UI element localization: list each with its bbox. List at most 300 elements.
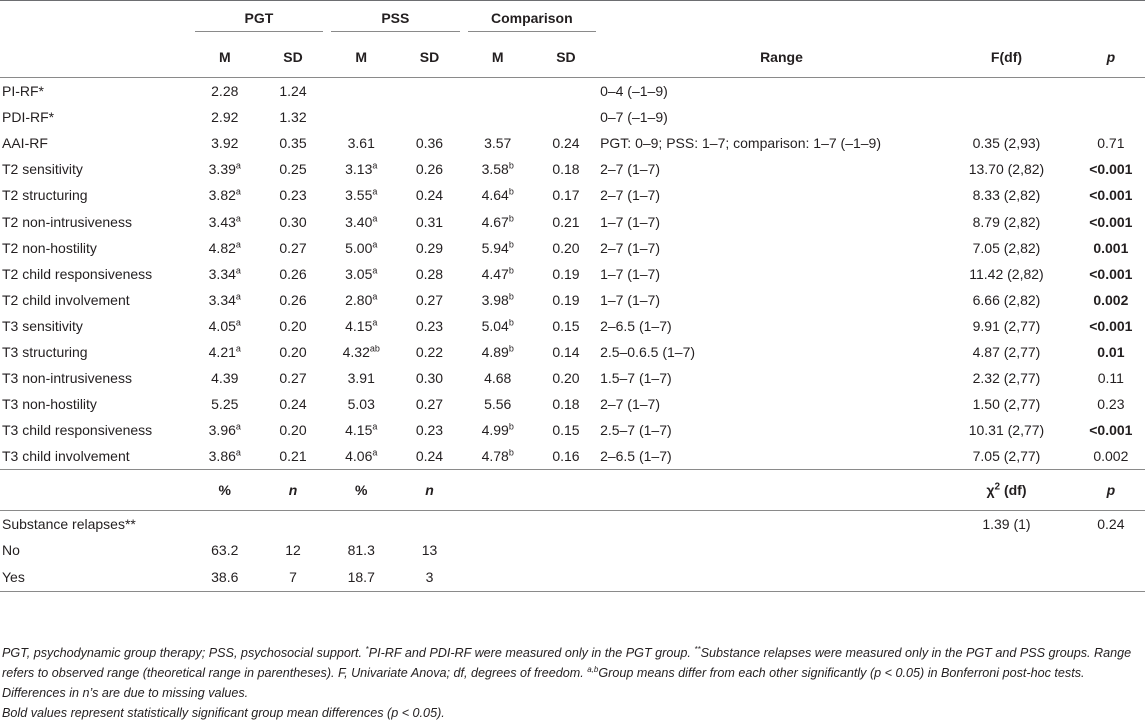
table-row: [0, 208, 1145, 234]
pgt-sd-value: 0.35: [279, 135, 307, 152]
range-value-value: 1.5–7 (1–7): [600, 370, 672, 387]
row-label-value: PI-RF*: [2, 83, 44, 100]
pss-mean: [327, 261, 395, 287]
comparison-sd-value: 0.15: [552, 422, 580, 439]
pgt-mean: [191, 339, 259, 365]
relapse-no-label: [0, 537, 191, 563]
row-label: [0, 391, 191, 417]
row-label-value: T2 sensitivity: [2, 161, 83, 178]
table-row: [0, 182, 1145, 208]
pss-mean-value: 4.32: [342, 343, 370, 360]
pss-n-value: 3: [425, 569, 434, 586]
pgt-sd-value: 0.24: [279, 396, 307, 413]
pss-sd-value: 0.24: [415, 187, 444, 204]
comparison-sd: [532, 208, 600, 234]
pgt-sd: [259, 261, 327, 287]
row-label-value: T3 child involvement: [2, 448, 130, 465]
p-value: [1077, 261, 1145, 287]
p-value-value: <0.001: [1089, 422, 1133, 439]
range-value-value: 2.5–7 (1–7): [600, 422, 672, 439]
f-df-value: [936, 104, 1076, 130]
comparison-mean-value: 3.98: [481, 291, 509, 308]
pss-sd: [395, 261, 463, 287]
comparison-sd: [532, 104, 600, 130]
pgt-sd-value: 1.32: [279, 109, 307, 126]
comparison-mean-superscript: b: [508, 265, 514, 276]
substance-header-row: [0, 470, 1145, 511]
footnote-paragraph: PGT, psychodynamic group therapy; PSS, psychosocial support. *PI-RF and PDI-RF were measured only in the PGT group. **Substance relapses were measured only in the PGT and PSS groups. Range refers to observed range (theoretical range in parentheses). F, Univariate Anova; df, degrees of freedom. $^{a,b}$Group means differ from each other significantly (p < 0.05) in Bonferroni post-hoc tests. Differences in n’s are due to missing values.: [2, 644, 1132, 700]
pss-percent: [327, 563, 395, 592]
p-value-value: 0.71: [1097, 135, 1125, 152]
header-pgt-n-value: n: [288, 482, 298, 499]
pgt-sd: [259, 391, 327, 417]
range-value-value: 2–6.5 (1–7): [600, 317, 672, 334]
f-df-value: [936, 443, 1076, 470]
f-df-value: [936, 130, 1076, 156]
pgt-mean: [191, 156, 259, 182]
pss-mean: [327, 391, 395, 417]
pss-mean-superscript: a: [372, 212, 378, 223]
row-label-value: T2 child responsiveness: [2, 265, 153, 282]
pss-mean-value: 2.80: [345, 291, 373, 308]
f-df-value: [936, 391, 1076, 417]
pss-n: [395, 563, 463, 592]
comparison-sd: [532, 156, 600, 182]
sub-header-row: [0, 37, 1145, 78]
group-header-pss: PSS: [331, 10, 459, 32]
header-chi-p: [1077, 470, 1145, 511]
pgt-mean-superscript: a: [235, 343, 241, 354]
pss-mean-superscript: a: [372, 238, 378, 249]
pgt-mean-superscript: a: [235, 317, 241, 328]
pss-mean-value: 3.61: [347, 135, 375, 152]
f-df-value-value: 6.66 (2,82): [972, 291, 1041, 308]
row-label-value: T2 child involvement: [2, 291, 130, 308]
header-chi-p-value: p: [1106, 482, 1116, 499]
row-label: [0, 417, 191, 443]
range-value-value: 2–7 (1–7): [600, 187, 660, 204]
table-row: [0, 365, 1145, 391]
f-df-value: [936, 339, 1076, 365]
pss-mean: [327, 182, 395, 208]
pgt-mean: [191, 261, 259, 287]
pgt-mean-value: 3.96: [208, 422, 236, 439]
p-value: [1077, 78, 1145, 105]
pgt-mean-value: 4.21: [208, 343, 236, 360]
pss-mean-value: 3.05: [345, 265, 373, 282]
comparison-mean: [464, 104, 532, 130]
p-value-value: <0.001: [1089, 317, 1133, 334]
header-pss-percent: [327, 470, 395, 511]
p-value-value: <0.001: [1089, 213, 1133, 230]
comparison-mean-superscript: b: [508, 186, 514, 197]
pss-sd: [395, 339, 463, 365]
pgt-sd-value: 0.20: [279, 422, 307, 439]
group-header-row: [0, 1, 1145, 37]
pgt-sd: [259, 156, 327, 182]
pss-mean: [327, 443, 395, 470]
range-value: [600, 130, 936, 156]
pss-mean: [327, 235, 395, 261]
pss-mean-superscript: a: [372, 421, 378, 432]
pgt-sd: [259, 235, 327, 261]
pgt-sd-value: 0.23: [279, 187, 307, 204]
comparison-sd: [532, 182, 600, 208]
comparison-mean-value: 5.04: [481, 317, 509, 334]
header-pgt-percent-value: %: [218, 482, 231, 499]
p-value: [1077, 182, 1145, 208]
pgt-mean-value: 2.92: [211, 109, 239, 126]
f-df-value-value: 7.05 (2,77): [972, 448, 1041, 465]
f-df-value-value: 4.87 (2,77): [972, 343, 1041, 360]
pss-sd-value: 0.23: [415, 422, 444, 439]
f-df-value-value: 11.42 (2,82): [969, 265, 1044, 282]
pgt-percent-value: 38.6: [211, 569, 239, 586]
f-df-value: [936, 313, 1076, 339]
row-label-value: AAI-RF: [2, 135, 48, 152]
row-label-value: PDI-RF*: [2, 109, 55, 126]
pss-sd: [395, 365, 463, 391]
table-row: [0, 511, 1145, 538]
pss-sd: [395, 313, 463, 339]
comparison-sd-value: 0.16: [552, 448, 580, 465]
pgt-percent: [191, 563, 259, 592]
header-pss-n: [395, 470, 463, 511]
table-row: [0, 104, 1145, 130]
pgt-mean: [191, 130, 259, 156]
comparison-sd-value: 0.19: [552, 265, 580, 282]
comparison-mean-value: 5.94: [481, 239, 509, 256]
table-row: [0, 339, 1145, 365]
range-value: [600, 365, 936, 391]
pgt-mean-value: 4.82: [208, 239, 236, 256]
comparison-sd: [532, 339, 600, 365]
header-fdf: F(df): [936, 37, 1076, 78]
range-value-value: 1–7 (1–7): [600, 213, 660, 230]
p-value-value: <0.001: [1089, 187, 1133, 204]
bold-values-note: Bold values represent statistically significant group mean differences (p < 0.05).: [2, 706, 445, 720]
pss-mean-superscript: a: [372, 186, 378, 197]
pss-sd-value: 0.23: [415, 317, 444, 334]
pgt-mean-superscript: a: [235, 421, 241, 432]
p-value-value: <0.001: [1089, 161, 1133, 178]
pss-mean-superscript: a: [372, 160, 378, 171]
comparison-mean: [464, 261, 532, 287]
pss-sd: [395, 182, 463, 208]
f-df-value: [936, 208, 1076, 234]
f-df-value-value: 0.35 (2,93): [972, 135, 1041, 152]
f-df-value: [936, 78, 1076, 105]
pgt-mean-superscript: a: [235, 160, 241, 171]
comparison-sd: [532, 417, 600, 443]
pss-mean-value: 5.00: [345, 239, 373, 256]
pgt-mean-value: 3.34: [208, 291, 236, 308]
pss-sd-value: 0.27: [415, 291, 444, 308]
pgt-mean-value: 3.92: [211, 135, 239, 152]
range-value-value: 1–7 (1–7): [600, 265, 660, 282]
table-row: [0, 130, 1145, 156]
pss-sd: [395, 156, 463, 182]
row-label: [0, 443, 191, 470]
p-value: [1077, 235, 1145, 261]
table-row: [0, 235, 1145, 261]
comparison-mean: [464, 339, 532, 365]
pss-mean-value: 3.91: [347, 370, 375, 387]
row-label-value: T2 non-hostility: [2, 239, 97, 256]
comparison-mean: [464, 287, 532, 313]
p-value: [1077, 287, 1145, 313]
range-value: [600, 261, 936, 287]
pgt-mean: [191, 78, 259, 105]
pss-sd-value: 0.28: [415, 265, 444, 282]
comparison-sd: [532, 130, 600, 156]
f-df-value-value: 10.31 (2,77): [968, 422, 1045, 439]
header-pgt-m: M: [191, 37, 259, 78]
p-value: [1077, 417, 1145, 443]
pss-n: [395, 537, 463, 563]
pgt-mean-superscript: a: [235, 265, 241, 276]
row-label: [0, 287, 191, 313]
p-value: [1077, 365, 1145, 391]
pss-sd-value: 0.26: [415, 161, 444, 178]
pgt-sd-value: 0.21: [279, 448, 307, 465]
table-row: [0, 261, 1145, 287]
pgt-n: [259, 563, 327, 592]
pgt-mean: [191, 365, 259, 391]
pgt-mean: [191, 313, 259, 339]
row-label-value: T2 structuring: [2, 187, 88, 204]
row-label: [0, 156, 191, 182]
pgt-mean: [191, 417, 259, 443]
pss-mean-value: 4.15: [345, 422, 373, 439]
f-df-value-value: 1.50 (2,77): [972, 396, 1041, 413]
pss-sd-value: 0.22: [415, 343, 444, 360]
comparison-mean: [464, 182, 532, 208]
comparison-mean: [464, 130, 532, 156]
row-label: [0, 339, 191, 365]
p-value-value: 0.11: [1097, 370, 1124, 387]
f-df-value: [936, 365, 1076, 391]
f-df-value: [936, 182, 1076, 208]
range-value-value: 2–7 (1–7): [600, 161, 660, 178]
p-value: [1077, 130, 1145, 156]
comparison-mean-superscript: b: [508, 317, 514, 328]
pgt-mean: [191, 182, 259, 208]
row-label: [0, 104, 191, 130]
table-row: [0, 156, 1145, 182]
comparison-mean-value: 4.47: [481, 265, 509, 282]
comparison-mean-superscript: b: [508, 421, 514, 432]
pgt-sd-value: 0.25: [279, 161, 307, 178]
comparison-mean: [464, 208, 532, 234]
pss-mean-superscript: ab: [369, 343, 380, 354]
pgt-sd-value: 0.26: [279, 265, 307, 282]
header-range: Range: [600, 37, 936, 78]
comparison-sd-value: 0.18: [552, 161, 580, 178]
row-label-value: T3 child responsiveness: [2, 422, 153, 439]
comparison-mean-value: 4.64: [481, 187, 509, 204]
comparison-mean-value: 5.56: [484, 396, 512, 413]
pss-sd-value: 0.27: [415, 396, 444, 413]
range-value: [600, 339, 936, 365]
pss-mean: [327, 417, 395, 443]
comparison-mean-superscript: b: [508, 238, 514, 249]
table-row: [0, 417, 1145, 443]
p-value: [1077, 313, 1145, 339]
range-value: [600, 104, 936, 130]
pss-sd: [395, 208, 463, 234]
table-notes: [2, 643, 1142, 723]
pgt-sd: [259, 443, 327, 470]
pss-mean-value: 3.13: [345, 161, 373, 178]
pgt-mean: [191, 443, 259, 470]
pgt-n: [259, 537, 327, 563]
pgt-percent: [191, 537, 259, 563]
range-value: [600, 156, 936, 182]
table-row: [0, 391, 1145, 417]
f-df-value-value: 8.79 (2,82): [972, 213, 1041, 230]
pgt-mean-superscript: a: [235, 291, 241, 302]
table-row: [0, 443, 1145, 470]
p-value: [1077, 443, 1145, 470]
pgt-n-value: 7: [289, 569, 297, 586]
pgt-mean-value: 3.86: [208, 448, 236, 465]
range-value: [600, 78, 936, 105]
comparison-sd: [532, 261, 600, 287]
comparison-sd-value: 0.24: [552, 135, 580, 152]
pss-mean: [327, 208, 395, 234]
comparison-sd: [532, 365, 600, 391]
comparison-sd: [532, 235, 600, 261]
pss-mean-superscript: a: [372, 291, 378, 302]
comparison-mean-superscript: b: [508, 160, 514, 171]
pgt-mean: [191, 208, 259, 234]
pgt-sd-value: 0.26: [279, 291, 307, 308]
pss-mean: [327, 104, 395, 130]
table-row: [0, 287, 1145, 313]
pss-sd-value: 0.36: [415, 135, 444, 152]
range-value: [600, 287, 936, 313]
pss-mean-value: 4.06: [345, 448, 373, 465]
pgt-mean-superscript: a: [235, 238, 241, 249]
header-cmp-sd: SD: [532, 37, 600, 78]
header-pss-n-value: n: [425, 482, 434, 499]
pgt-mean-value: 3.82: [208, 187, 236, 204]
pss-sd-value: 0.31: [415, 213, 444, 230]
comparison-mean: [464, 78, 532, 105]
range-value: [600, 208, 936, 234]
row-label: [0, 208, 191, 234]
range-value: [600, 182, 936, 208]
comparison-sd-value: 0.18: [552, 396, 580, 413]
comparison-mean-superscript: b: [508, 212, 514, 223]
pss-sd-value: 0.30: [415, 370, 444, 387]
comparison-sd-value: 0.15: [552, 317, 580, 334]
pss-mean: [327, 78, 395, 105]
comparison-mean-value: 4.78: [481, 448, 509, 465]
pgt-sd: [259, 130, 327, 156]
header-pss-sd: SD: [395, 37, 463, 78]
pss-percent-value: 81.3: [347, 542, 375, 559]
pss-mean-superscript: a: [372, 317, 378, 328]
pgt-sd: [259, 78, 327, 105]
pss-n-value: 13: [421, 542, 438, 559]
range-value: [600, 391, 936, 417]
p-value: [1077, 104, 1145, 130]
relapse-yes-label: [0, 563, 191, 592]
pss-mean-value: 3.40: [345, 213, 373, 230]
header-pgt-sd: SD: [259, 37, 327, 78]
pss-percent: [327, 537, 395, 563]
pgt-sd-value: 0.27: [279, 239, 307, 256]
pss-sd: [395, 391, 463, 417]
pss-mean: [327, 339, 395, 365]
range-value: [600, 235, 936, 261]
comparison-sd-value: 0.17: [552, 187, 580, 204]
pss-sd: [395, 78, 463, 105]
row-label: [0, 130, 191, 156]
comparison-sd: [532, 313, 600, 339]
pgt-mean-value: 3.39: [208, 161, 236, 178]
pgt-mean-superscript: a: [235, 186, 241, 197]
header-chi-square: $\chi^2$ (df): [936, 470, 1076, 511]
pss-mean-value: 5.03: [347, 396, 375, 413]
chi-p-value: [1077, 511, 1145, 538]
comparison-mean-value: 4.67: [481, 213, 509, 230]
row-label-value: T3 non-hostility: [2, 396, 97, 413]
row-label: [0, 235, 191, 261]
comparison-mean: [464, 365, 532, 391]
range-value-value: PGT: 0–9; PSS: 1–7; comparison: 1–7 (–1–9): [600, 135, 881, 152]
row-label: [0, 78, 191, 105]
substance-label-value: Substance relapses**: [2, 516, 136, 533]
comparison-mean-value: 4.99: [481, 422, 509, 439]
pgt-mean: [191, 391, 259, 417]
header-pss-m: M: [327, 37, 395, 78]
f-df-value-value: 9.91 (2,77): [972, 317, 1041, 334]
pgt-sd-value: 0.20: [279, 317, 307, 334]
group-header-pgt: PGT: [195, 10, 323, 32]
row-label-value: T2 non-intrusiveness: [2, 213, 132, 230]
relapse-no-label-value: No: [2, 542, 20, 559]
pgt-mean-value: 4.05: [208, 317, 236, 334]
comparison-mean-superscript: b: [508, 447, 514, 458]
range-value-value: 2–7 (1–7): [600, 396, 660, 413]
p-value-value: 0.002: [1093, 448, 1129, 465]
p-value-value: 0.002: [1093, 291, 1129, 308]
comparison-sd: [532, 287, 600, 313]
pss-mean: [327, 130, 395, 156]
comparison-mean: [464, 313, 532, 339]
p-value: [1077, 156, 1145, 182]
pgt-mean-value: 2.28: [211, 83, 239, 100]
comparison-sd-value: 0.20: [552, 370, 580, 387]
pss-sd-value: 0.29: [415, 239, 444, 256]
chi-p-value-value: 0.24: [1097, 516, 1125, 533]
p-value-value: <0.001: [1089, 265, 1133, 282]
header-pgt-percent: [191, 470, 259, 511]
f-df-value: [936, 235, 1076, 261]
comparison-mean-value: 3.58: [481, 161, 509, 178]
pgt-sd: [259, 182, 327, 208]
f-df-value-value: 13.70 (2,82): [968, 161, 1045, 178]
row-label: [0, 182, 191, 208]
comparison-sd: [532, 443, 600, 470]
p-value: [1077, 208, 1145, 234]
header-pss-percent-value: %: [355, 482, 368, 499]
comparison-mean: [464, 417, 532, 443]
row-label: [0, 313, 191, 339]
